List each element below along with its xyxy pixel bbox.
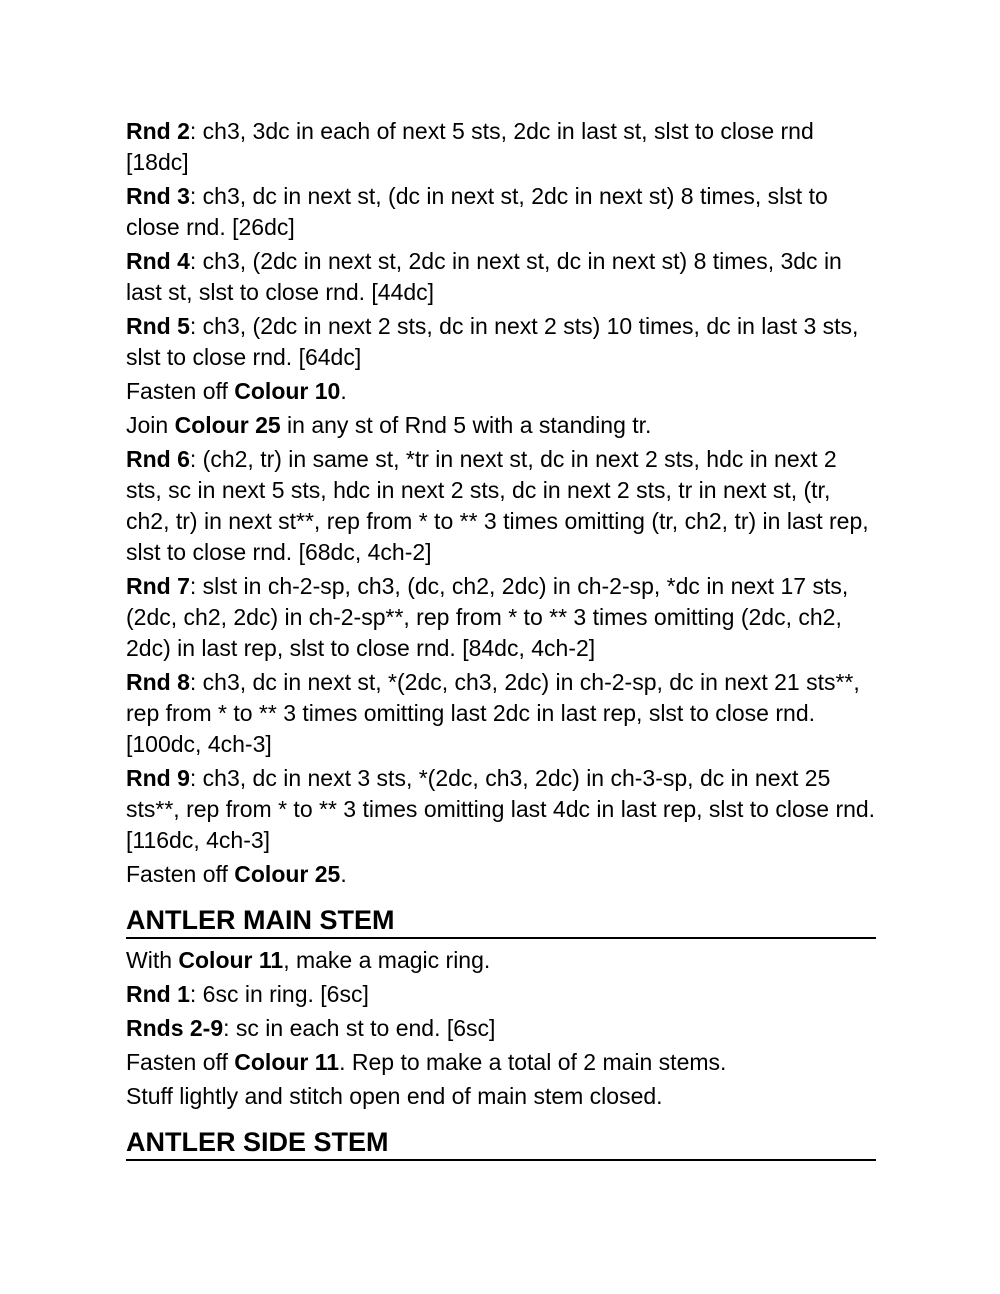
stuff-instruction: Stuff lightly and stitch open end of main stem closed. <box>126 1083 663 1109</box>
round-label: Rnds 2-9 <box>126 1015 224 1041</box>
fasten-off-colour-25 <box>126 859 876 890</box>
antler-side-stem-heading: ANTLER SIDE STEM <box>126 1126 876 1161</box>
colour-name: Colour 11 <box>234 1049 340 1075</box>
text-pre: Join <box>126 412 175 438</box>
round-text: : 6sc in ring. [6sc] <box>189 981 369 1007</box>
round-label: Rnd 5 <box>126 313 190 339</box>
round-text: : slst in ch-2-sp, ch3, (dc, ch2, 2dc) in ch-2-sp, *dc in next 17 sts, (2dc, ch2, 2dc) in ch-2-sp**, rep from * to ** 3 times omitting (2dc, ch2, 2dc) in last rep, slst to close rnd. [84dc, 4ch-2] <box>126 573 849 661</box>
text-pre: Fasten off <box>126 378 235 404</box>
rnd-5-instruction <box>126 311 876 373</box>
round-label: Rnd 4 <box>126 248 190 274</box>
rnd-3-instruction <box>126 181 876 243</box>
text-post: , make a magic ring. <box>283 947 491 973</box>
text-post: . Rep to make a total of 2 main stems. <box>339 1049 727 1075</box>
join-colour-25 <box>126 410 876 441</box>
antler-rnds-2-9-instruction <box>126 1013 876 1044</box>
round-label: Rnd 9 <box>126 765 190 791</box>
text-pre: With <box>126 947 179 973</box>
antler-main-stem-heading: ANTLER MAIN STEM <box>126 904 876 939</box>
fasten-off-colour-10 <box>126 376 876 407</box>
antler-rnd-1-instruction <box>126 979 876 1010</box>
round-label: Rnd 6 <box>126 446 190 472</box>
colour-name: Colour 25 <box>174 412 281 438</box>
text-pre: Fasten off <box>126 861 235 887</box>
antler-main-intro <box>126 945 876 976</box>
round-label: Rnd 3 <box>126 183 190 209</box>
round-text: : ch3, dc in next st, (dc in next st, 2dc in next st) 8 times, slst to close rnd. [26dc] <box>126 183 828 240</box>
round-text: : ch3, (2dc in next 2 sts, dc in next 2 sts) 10 times, dc in last 3 sts, slst to close rnd. [64dc] <box>126 313 859 370</box>
rnd-4-instruction <box>126 246 876 308</box>
text-post: . <box>340 861 347 887</box>
round-text: : ch3, dc in next st, *(2dc, ch3, 2dc) in ch-2-sp, dc in next 21 sts**, rep from * to ** 3 times omitting last 2dc in last rep, slst to close rnd. [100dc, 4ch-3] <box>126 669 860 757</box>
round-text: : ch3, dc in next 3 sts, *(2dc, ch3, 2dc) in ch-3-sp, dc in next 25 sts**, rep from * to ** 3 times omitting last 4dc in last rep, slst to close rnd. [116dc, 4ch-3] <box>126 765 876 853</box>
rnd-7-instruction <box>126 571 876 664</box>
rnd-8-instruction <box>126 667 876 760</box>
colour-name: Colour 25 <box>234 861 341 887</box>
colour-name: Colour 11 <box>178 947 284 973</box>
fasten-off-colour-11 <box>126 1047 876 1078</box>
text-post: . <box>340 378 347 404</box>
rnd-9-instruction <box>126 763 876 856</box>
colour-name: Colour 10 <box>234 378 341 404</box>
round-text: : (ch2, tr) in same st, *tr in next st, dc in next 2 sts, hdc in next 2 sts, sc in next 5 sts, hdc in next 2 sts, dc in next 2 sts, tr in next st, (tr, ch2, tr) in next st**, rep from * to ** 3 times omitting (tr, ch2, tr) in last rep, slst to close rnd. [68dc, 4ch-2] <box>126 446 869 565</box>
round-text: : sc in each st to end. [6sc] <box>223 1015 496 1041</box>
round-label: Rnd 8 <box>126 669 190 695</box>
round-label: Rnd 1 <box>126 981 190 1007</box>
rnd-2-instruction <box>126 116 876 178</box>
round-text: : ch3, 3dc in each of next 5 sts, 2dc in last st, slst to close rnd [18dc] <box>126 118 814 175</box>
round-label: Rnd 2 <box>126 118 190 144</box>
round-text: : ch3, (2dc in next st, 2dc in next st, dc in next st) 8 times, 3dc in last st, slst to close rnd. [44dc] <box>126 248 842 305</box>
pattern-page <box>126 116 876 1161</box>
rnd-6-instruction <box>126 444 876 568</box>
round-label: Rnd 7 <box>126 573 190 599</box>
text-post: in any st of Rnd 5 with a standing tr. <box>280 412 652 438</box>
text-pre: Fasten off <box>126 1049 235 1075</box>
